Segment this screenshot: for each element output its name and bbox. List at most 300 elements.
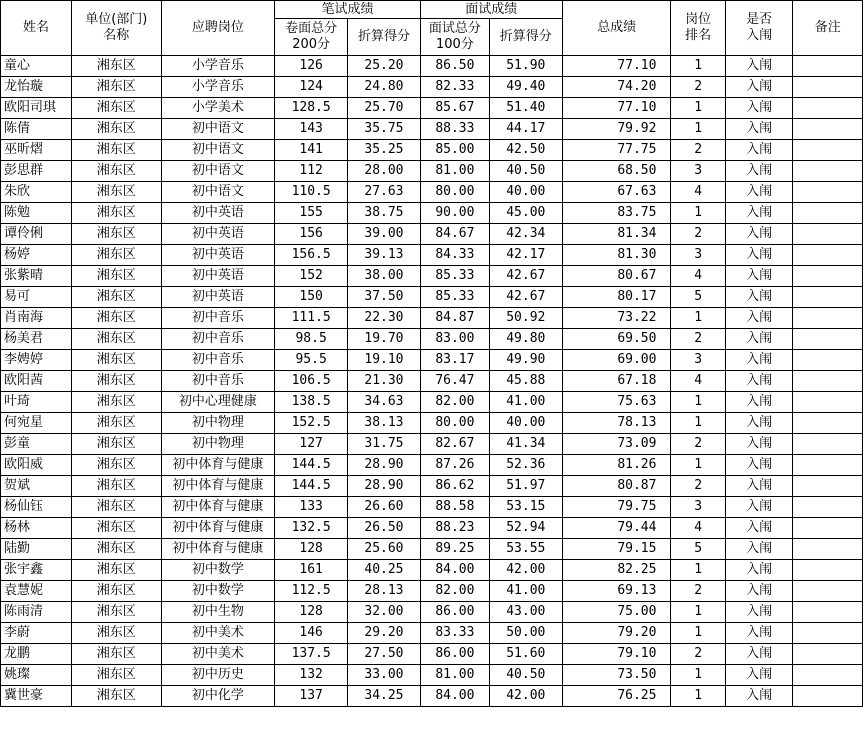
cell-total: 73.22 [562,308,671,329]
cell-remark [793,224,863,245]
cell-shortlist: 入闱 [725,686,793,707]
cell-unit: 湘东区 [72,119,161,140]
cell-unit: 湘东区 [72,56,161,77]
cell-position: 初中语文 [161,119,275,140]
cell-written-total: 137.5 [275,644,348,665]
cell-remark [793,245,863,266]
cell-total: 83.75 [562,203,671,224]
header-rank-line2: 排名 [685,28,712,43]
cell-total: 73.09 [562,434,671,455]
cell-unit: 湘东区 [72,308,161,329]
cell-written-total: 137 [275,686,348,707]
cell-written-total: 146 [275,623,348,644]
cell-interview-total: 88.33 [420,119,489,140]
cell-remark [793,623,863,644]
cell-interview-total: 90.00 [420,203,489,224]
cell-written-converted: 24.80 [348,77,421,98]
cell-interview-converted: 42.67 [489,266,562,287]
table-row [1,455,863,476]
cell-shortlist: 入闱 [725,644,793,665]
header-written-converted: 折算得分 [348,19,421,56]
cell-written-total: 127 [275,434,348,455]
cell-name: 龙鹏 [1,644,72,665]
cell-remark [793,329,863,350]
header-rank-line1: 岗位 [685,12,712,27]
header-total: 总成绩 [562,1,671,56]
cell-remark [793,476,863,497]
cell-name: 巫昕熠 [1,140,72,161]
cell-written-total: 111.5 [275,308,348,329]
cell-position: 小学美术 [161,98,275,119]
header-interview-converted: 折算得分 [489,19,562,56]
cell-unit: 湘东区 [72,140,161,161]
cell-interview-total: 82.00 [420,581,489,602]
cell-unit: 湘东区 [72,329,161,350]
table-row [1,602,863,623]
cell-written-total: 156 [275,224,348,245]
cell-written-total: 124 [275,77,348,98]
cell-name: 叶琦 [1,392,72,413]
cell-position: 初中体育与健康 [161,518,275,539]
cell-interview-converted: 42.34 [489,224,562,245]
cell-shortlist: 入闱 [725,245,793,266]
cell-name: 陈勉 [1,203,72,224]
cell-name: 贺斌 [1,476,72,497]
cell-name: 欧阳茜 [1,371,72,392]
cell-unit: 湘东区 [72,350,161,371]
cell-remark [793,413,863,434]
cell-position: 初中英语 [161,203,275,224]
cell-written-total: 128.5 [275,98,348,119]
cell-unit: 湘东区 [72,602,161,623]
table-row [1,203,863,224]
cell-interview-converted: 52.36 [489,455,562,476]
cell-rank: 4 [671,371,725,392]
cell-interview-total: 87.26 [420,455,489,476]
cell-written-converted: 25.70 [348,98,421,119]
cell-shortlist: 入闱 [725,350,793,371]
cell-interview-total: 76.47 [420,371,489,392]
cell-interview-total: 84.87 [420,308,489,329]
cell-remark [793,203,863,224]
cell-interview-total: 86.62 [420,476,489,497]
cell-interview-converted: 42.17 [489,245,562,266]
cell-written-converted: 38.00 [348,266,421,287]
cell-unit: 湘东区 [72,623,161,644]
cell-total: 77.10 [562,56,671,77]
cell-remark [793,371,863,392]
table-row [1,644,863,665]
cell-remark [793,497,863,518]
cell-interview-total: 84.33 [420,245,489,266]
header-shortlist-line1: 是否 [746,12,773,27]
cell-total: 75.00 [562,602,671,623]
cell-remark [793,119,863,140]
cell-written-total: 132.5 [275,518,348,539]
cell-written-converted: 39.13 [348,245,421,266]
cell-written-total: 112.5 [275,581,348,602]
cell-total: 69.13 [562,581,671,602]
cell-unit: 湘东区 [72,686,161,707]
cell-remark [793,98,863,119]
cell-interview-total: 81.00 [420,161,489,182]
cell-rank: 2 [671,434,725,455]
table-row [1,161,863,182]
cell-name: 袁慧妮 [1,581,72,602]
cell-name: 肖南海 [1,308,72,329]
cell-written-total: 98.5 [275,329,348,350]
cell-written-converted: 34.25 [348,686,421,707]
table-row [1,245,863,266]
cell-interview-converted: 49.40 [489,77,562,98]
cell-interview-converted: 40.50 [489,665,562,686]
cell-name: 张紫晴 [1,266,72,287]
cell-position: 初中英语 [161,287,275,308]
cell-rank: 1 [671,413,725,434]
cell-interview-total: 88.58 [420,497,489,518]
table-row [1,350,863,371]
cell-rank: 1 [671,392,725,413]
cell-name: 杨婷 [1,245,72,266]
cell-written-converted: 19.70 [348,329,421,350]
table-row [1,308,863,329]
table-row [1,581,863,602]
cell-interview-converted: 40.00 [489,413,562,434]
cell-interview-converted: 45.88 [489,371,562,392]
cell-name: 彭童 [1,434,72,455]
cell-written-total: 112 [275,161,348,182]
cell-position: 小学音乐 [161,77,275,98]
cell-interview-converted: 51.97 [489,476,562,497]
cell-shortlist: 入闱 [725,182,793,203]
cell-remark [793,56,863,77]
table-row [1,623,863,644]
cell-name: 张宇鑫 [1,560,72,581]
header-unit-line1: 单位(部门) [85,12,148,27]
cell-unit: 湘东区 [72,455,161,476]
cell-unit: 湘东区 [72,539,161,560]
cell-position: 初中美术 [161,644,275,665]
cell-interview-total: 80.00 [420,182,489,203]
cell-shortlist: 入闱 [725,623,793,644]
header-written-total-line2: 200分 [292,37,331,52]
cell-written-converted: 27.50 [348,644,421,665]
cell-shortlist: 入闱 [725,518,793,539]
cell-remark [793,665,863,686]
cell-written-total: 144.5 [275,455,348,476]
cell-interview-converted: 41.00 [489,392,562,413]
cell-unit: 湘东区 [72,182,161,203]
cell-name: 龙怡璇 [1,77,72,98]
cell-position: 初中音乐 [161,308,275,329]
cell-total: 69.50 [562,329,671,350]
cell-shortlist: 入闱 [725,140,793,161]
header-interview-total [420,19,489,56]
cell-rank: 3 [671,161,725,182]
cell-name: 童心 [1,56,72,77]
cell-position: 初中物理 [161,413,275,434]
cell-position: 初中历史 [161,665,275,686]
cell-interview-converted: 49.80 [489,329,562,350]
cell-total: 80.87 [562,476,671,497]
cell-interview-converted: 53.15 [489,497,562,518]
cell-unit: 湘东区 [72,266,161,287]
header-unit [72,1,161,56]
cell-shortlist: 入闱 [725,497,793,518]
cell-written-total: 143 [275,119,348,140]
cell-written-total: 152.5 [275,413,348,434]
cell-written-converted: 38.75 [348,203,421,224]
cell-interview-converted: 44.17 [489,119,562,140]
cell-name: 朱欣 [1,182,72,203]
cell-position: 初中数学 [161,581,275,602]
cell-rank: 1 [671,665,725,686]
cell-written-converted: 29.20 [348,623,421,644]
cell-shortlist: 入闱 [725,329,793,350]
cell-interview-total: 85.33 [420,266,489,287]
cell-remark [793,161,863,182]
cell-unit: 湘东区 [72,476,161,497]
cell-rank: 3 [671,350,725,371]
cell-written-total: 95.5 [275,350,348,371]
cell-name: 何宛星 [1,413,72,434]
cell-unit: 湘东区 [72,497,161,518]
cell-total: 81.30 [562,245,671,266]
cell-written-converted: 19.10 [348,350,421,371]
cell-position: 初中化学 [161,686,275,707]
cell-remark [793,539,863,560]
cell-position: 初中音乐 [161,371,275,392]
cell-total: 67.18 [562,371,671,392]
table-row [1,98,863,119]
cell-name: 陈雨清 [1,602,72,623]
cell-rank: 2 [671,77,725,98]
cell-interview-total: 83.17 [420,350,489,371]
cell-remark [793,266,863,287]
cell-rank: 2 [671,224,725,245]
header-shortlist [725,1,793,56]
cell-shortlist: 入闱 [725,581,793,602]
cell-name: 陈倩 [1,119,72,140]
header-name: 姓名 [1,1,72,56]
cell-remark [793,287,863,308]
cell-written-total: 132 [275,665,348,686]
cell-shortlist: 入闱 [725,77,793,98]
cell-interview-total: 85.00 [420,140,489,161]
cell-position: 初中体育与健康 [161,455,275,476]
cell-name: 李蔚 [1,623,72,644]
cell-written-total: 138.5 [275,392,348,413]
cell-shortlist: 入闱 [725,602,793,623]
cell-interview-converted: 50.00 [489,623,562,644]
cell-position: 初中英语 [161,266,275,287]
cell-unit: 湘东区 [72,392,161,413]
cell-unit: 湘东区 [72,161,161,182]
cell-shortlist: 入闱 [725,455,793,476]
cell-total: 74.20 [562,77,671,98]
cell-written-converted: 28.90 [348,476,421,497]
cell-interview-converted: 42.00 [489,686,562,707]
cell-shortlist: 入闱 [725,224,793,245]
cell-shortlist: 入闱 [725,539,793,560]
header-shortlist-line2: 入闱 [746,28,773,43]
cell-written-converted: 28.00 [348,161,421,182]
cell-written-total: 128 [275,539,348,560]
cell-interview-total: 83.00 [420,329,489,350]
cell-written-total: 133 [275,497,348,518]
cell-remark [793,602,863,623]
cell-unit: 湘东区 [72,518,161,539]
cell-shortlist: 入闱 [725,161,793,182]
cell-total: 69.00 [562,350,671,371]
table-row [1,476,863,497]
cell-total: 76.25 [562,686,671,707]
cell-written-converted: 37.50 [348,287,421,308]
cell-interview-total: 86.50 [420,56,489,77]
cell-interview-converted: 40.50 [489,161,562,182]
cell-position: 初中英语 [161,224,275,245]
cell-name: 陆勤 [1,539,72,560]
cell-interview-converted: 41.34 [489,434,562,455]
cell-shortlist: 入闱 [725,392,793,413]
cell-remark [793,644,863,665]
cell-unit: 湘东区 [72,581,161,602]
cell-written-converted: 35.25 [348,140,421,161]
cell-remark [793,140,863,161]
table-row [1,224,863,245]
cell-interview-converted: 49.90 [489,350,562,371]
cell-unit: 湘东区 [72,287,161,308]
cell-shortlist: 入闱 [725,371,793,392]
cell-shortlist: 入闱 [725,203,793,224]
header-position: 应聘岗位 [161,1,275,56]
cell-total: 75.63 [562,392,671,413]
cell-total: 73.50 [562,665,671,686]
cell-rank: 3 [671,245,725,266]
cell-rank: 1 [671,119,725,140]
cell-total: 80.17 [562,287,671,308]
cell-interview-total: 85.33 [420,287,489,308]
header-rank [671,1,725,56]
cell-written-converted: 22.30 [348,308,421,329]
cell-rank: 1 [671,98,725,119]
cell-unit: 湘东区 [72,224,161,245]
cell-shortlist: 入闱 [725,56,793,77]
table-row [1,287,863,308]
cell-total: 79.44 [562,518,671,539]
cell-name: 欧阳威 [1,455,72,476]
cell-interview-converted: 52.94 [489,518,562,539]
cell-total: 67.63 [562,182,671,203]
table-row [1,497,863,518]
cell-unit: 湘东区 [72,371,161,392]
cell-written-converted: 32.00 [348,602,421,623]
cell-rank: 2 [671,644,725,665]
cell-shortlist: 入闱 [725,287,793,308]
cell-rank: 1 [671,56,725,77]
cell-interview-converted: 41.00 [489,581,562,602]
table-body [1,56,863,707]
cell-name: 姚璨 [1,665,72,686]
cell-total: 77.75 [562,140,671,161]
header-written-total [275,19,348,56]
cell-position: 初中语文 [161,182,275,203]
cell-written-total: 126 [275,56,348,77]
cell-rank: 3 [671,497,725,518]
cell-remark [793,182,863,203]
cell-written-converted: 34.63 [348,392,421,413]
cell-name: 杨林 [1,518,72,539]
cell-interview-converted: 43.00 [489,602,562,623]
table-row [1,77,863,98]
table-row [1,182,863,203]
cell-unit: 湘东区 [72,98,161,119]
cell-shortlist: 入闱 [725,560,793,581]
cell-interview-total: 84.00 [420,686,489,707]
cell-unit: 湘东区 [72,560,161,581]
cell-position: 初中音乐 [161,350,275,371]
cell-rank: 1 [671,455,725,476]
cell-interview-total: 86.00 [420,644,489,665]
cell-total: 68.50 [562,161,671,182]
table-row [1,560,863,581]
cell-written-converted: 38.13 [348,413,421,434]
header-interview-group: 面试成绩 [420,1,562,19]
cell-name: 李娉婷 [1,350,72,371]
cell-written-converted: 26.50 [348,518,421,539]
cell-rank: 1 [671,203,725,224]
cell-shortlist: 入闱 [725,665,793,686]
cell-interview-total: 88.23 [420,518,489,539]
header-interview-total-line1: 面试总分 [428,21,481,36]
header-remark: 备注 [793,1,863,56]
cell-interview-converted: 40.00 [489,182,562,203]
cell-name: 谭伶俐 [1,224,72,245]
cell-shortlist: 入闱 [725,413,793,434]
cell-rank: 5 [671,539,725,560]
table-row [1,686,863,707]
cell-written-total: 161 [275,560,348,581]
cell-name: 欧阳司琪 [1,98,72,119]
cell-interview-converted: 42.50 [489,140,562,161]
cell-written-converted: 21.30 [348,371,421,392]
cell-position: 小学音乐 [161,56,275,77]
cell-rank: 2 [671,581,725,602]
cell-remark [793,308,863,329]
cell-written-total: 155 [275,203,348,224]
cell-interview-total: 86.00 [420,602,489,623]
cell-rank: 1 [671,560,725,581]
table-row [1,119,863,140]
cell-written-converted: 25.20 [348,56,421,77]
table-row [1,266,863,287]
cell-written-converted: 26.60 [348,497,421,518]
table-row [1,371,863,392]
cell-interview-converted: 42.00 [489,560,562,581]
cell-rank: 2 [671,329,725,350]
cell-interview-converted: 51.60 [489,644,562,665]
cell-position: 初中语文 [161,161,275,182]
cell-unit: 湘东区 [72,665,161,686]
cell-position: 初中物理 [161,434,275,455]
cell-written-total: 144.5 [275,476,348,497]
cell-interview-converted: 51.90 [489,56,562,77]
cell-name: 易可 [1,287,72,308]
cell-shortlist: 入闱 [725,119,793,140]
header-unit-line2: 名称 [103,28,130,43]
cell-rank: 4 [671,518,725,539]
cell-written-total: 156.5 [275,245,348,266]
